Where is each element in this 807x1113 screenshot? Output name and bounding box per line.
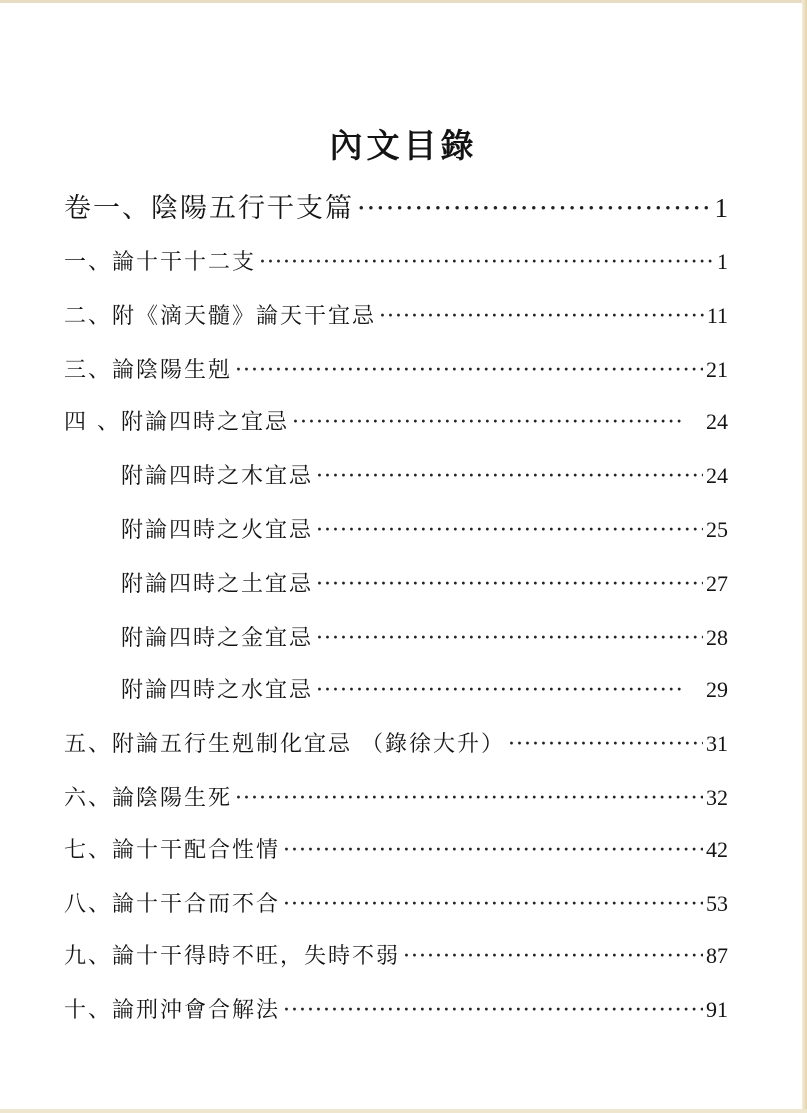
toc-entry-label: 七、論十干配合性情 <box>64 838 281 863</box>
toc-entry-label: 五、附論五行生剋制化宜忌 （錄徐大升） <box>64 732 505 757</box>
toc-entry-section-8[interactable] <box>64 884 728 924</box>
toc-entry-section-1[interactable] <box>64 242 728 282</box>
toc-entry-label: 附論四時之水宜忌 <box>121 678 314 703</box>
toc-entry-label: 附論四時之土宜忌 <box>121 572 314 597</box>
dot-leader <box>283 885 703 925</box>
dot-leader <box>259 243 714 283</box>
toc-entry-label: 八、論十干合而不合 <box>64 892 281 917</box>
toc-entry-page: 87 <box>706 943 728 968</box>
toc-entry-subsection-fire[interactable] <box>121 510 728 550</box>
toc-entry-page: 11 <box>706 303 728 328</box>
toc-entry-page: 1 <box>714 193 728 223</box>
toc-entry-section-6[interactable] <box>64 778 728 818</box>
dot-leader <box>316 619 703 659</box>
toc-entry-subsection-earth[interactable] <box>121 564 728 604</box>
toc-entry-page: 28 <box>706 625 728 650</box>
toc-entry-section-4[interactable] <box>64 402 728 442</box>
toc-entry-label: 一、論十干十二支 <box>64 250 257 275</box>
toc-entry-label: 二、附《滴天髓》論天干宜忌 <box>64 304 377 329</box>
toc-entry-label: 四 、附論四時之宜忌 <box>64 410 289 435</box>
toc-entry-section-10[interactable] <box>64 990 728 1030</box>
dot-leader <box>316 457 703 497</box>
dot-leader <box>403 937 703 977</box>
toc-entry-page: 1 <box>717 249 728 274</box>
toc-entry-page: 21 <box>706 357 728 382</box>
toc-entry-page: 27 <box>706 571 728 596</box>
toc-entry-label: 附論四時之木宜忌 <box>121 464 314 489</box>
toc-entry-section-7[interactable] <box>64 830 728 870</box>
dot-leader <box>283 991 703 1031</box>
toc-entry-page: 24 <box>706 463 728 488</box>
dot-leader <box>235 779 703 819</box>
toc-entry-page: 31 <box>706 731 728 756</box>
toc-entry-page: 29 <box>706 677 728 702</box>
toc-entry-section-9[interactable] <box>64 936 728 976</box>
toc-entry-label: 九、論十干得時不旺，失時不弱 <box>64 944 401 969</box>
dot-leader <box>316 565 703 605</box>
dot-leader <box>235 351 703 391</box>
toc-entry-label: 十、論刑沖會合解法 <box>64 998 281 1023</box>
toc-entry-label: 卷一、陰陽五行干支篇 <box>64 193 354 224</box>
toc-entry-page: 91 <box>706 997 728 1022</box>
toc-entry-label: 附論四時之金宜忌 <box>121 626 314 651</box>
toc-entry-page: 32 <box>706 785 728 810</box>
toc-entry-page: 53 <box>706 891 728 916</box>
toc-entry-subsection-wood[interactable] <box>121 456 728 496</box>
toc-entry-label: 三、論陰陽生剋 <box>64 358 233 383</box>
page-title: 內文目錄 <box>329 126 478 165</box>
toc-entry-label: 附論四時之火宜忌 <box>121 518 314 543</box>
dot-leader <box>316 511 703 551</box>
toc-entry-section-2[interactable] <box>64 296 728 336</box>
dot-leader <box>316 671 681 711</box>
toc-entry-section-3[interactable] <box>64 350 728 390</box>
toc-entry-section-5[interactable] <box>64 724 728 764</box>
toc-entry-page: 42 <box>706 837 728 862</box>
toc-entry-page: 25 <box>706 517 728 542</box>
toc-entry-subsection-metal[interactable] <box>121 618 728 658</box>
dot-leader <box>292 403 681 443</box>
dot-leader <box>357 189 712 229</box>
toc-entry-subsection-water[interactable] <box>121 670 728 710</box>
dot-leader <box>508 725 703 765</box>
toc-entry-page: 24 <box>706 409 728 434</box>
dot-leader <box>283 831 703 871</box>
dot-leader <box>379 297 704 337</box>
toc-entry-label: 六、論陰陽生死 <box>64 786 233 811</box>
toc-entry-volume-1[interactable] <box>64 188 728 228</box>
